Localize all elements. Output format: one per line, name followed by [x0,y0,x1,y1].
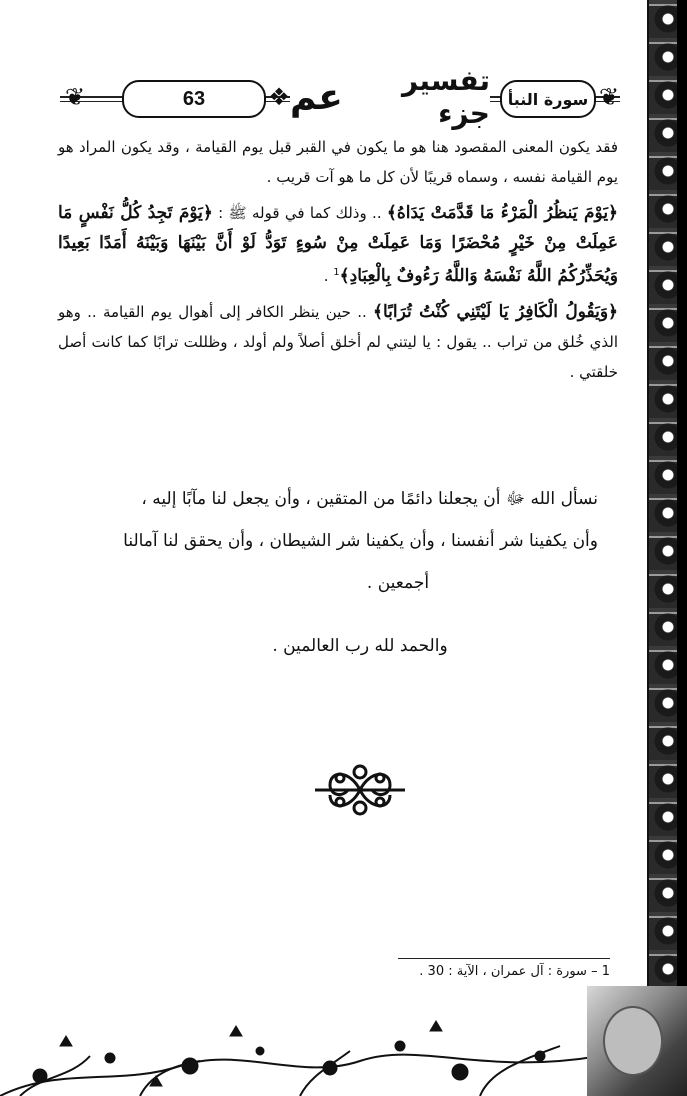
quran-verse: ﴿يَوْمَ تَجِدُ كُلُّ نَفْسٍ مَا عَمِلَتْ مِنْ خَيْرٍ مُحْضَرًا وَمَا عَمِلَتْ مِنْ سُوءٍ تَوَدُّ لَوْ أَنَّ بَيْنَهَا وَبَيْنَهُ أَمَدًا بَعِيدًا وَيُحَذِّرُكُمُ اللَّهُ نَفْسَهُ وَاللَّهُ رَءُوفٌ بِالْعِبَادِ﴾ [58,203,618,286]
prayer-line: وأن يكفينا شر أنفسنا ، وأن يكفينا شر الشيطان ، وأن يحقق لنا آمالنا [123,531,598,551]
body-text [58,132,618,393]
footnote: 1 – سورة : آل عمران ، الآية : 30 . [419,964,610,979]
footnote-rule [398,958,610,959]
portrait-face [603,1006,663,1076]
surah-cartouche [500,80,596,118]
portrait-image [587,986,687,1096]
paragraph [58,297,618,387]
floral-border-icon [0,1006,600,1096]
prayer-line: نسأل الله ﷻ أن يجعلنا دائمًا من المتقين ، وأن يجعل لنا مآبًا إليه ، [141,489,598,509]
surah-name: سورة النبأ [507,89,589,109]
book-title-text: تفسير جزء [401,64,490,130]
end-ornament-icon [310,760,410,820]
ornament-icon: ❦ [598,83,620,111]
ornament-icon: ❦ [64,83,86,111]
quran-verse: ﴿يَوْمَ يَنظُرُ الْمَرْءُ مَا قَدَّمَتْ يَدَاهُ﴾ [386,203,619,223]
page-header [60,64,620,130]
book-title-juz: عم [290,76,343,118]
paragraph-text: . [323,267,334,285]
quran-verse: ﴿وَيَقُولُ الْكَافِرُ يَا لَيْتَنِي كُنْتُ تُرَابًا﴾ [373,302,618,322]
prayer-line: أجمعين . [366,573,430,593]
paragraph-text: .. حين ينظر الكافر إلى أهوال يوم القيامة .. وهو الذي خُلق من تراب .. يقول : يا ليتني لم أخلق أصلاً ولم أولد ، وظللت ترابًا كما كانت أصل خلقتي . [58,303,618,381]
border-edge [677,0,687,1096]
page-number-cartouche [122,80,266,118]
paragraph [58,198,618,291]
closing-praise: والحمد لله رب العالمين . [272,636,448,656]
book-title [290,64,490,130]
page-number: 63 [182,87,206,110]
paragraph-text: .. وذلك كما في قوله ﷺ : [212,204,387,222]
ornament-icon: ❖ [268,83,290,111]
footnote-ref: 1 [333,267,340,278]
paragraph: فقد يكون المعنى المقصود هنا هو ما يكون في القبر قبل يوم القيامة ، وقد يكون المراد هو يوم القيامة نفسه ، وسماه قريبًا لأن كل ما هو آت قريب . [58,138,618,186]
closing-prayer [78,478,598,604]
